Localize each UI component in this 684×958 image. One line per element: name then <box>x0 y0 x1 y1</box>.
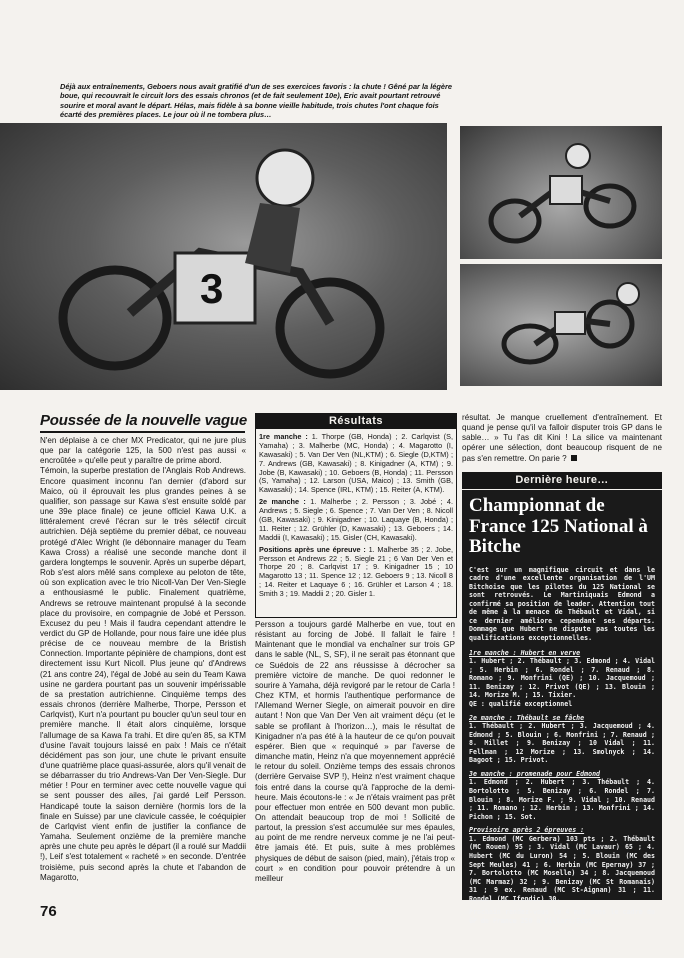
manche-1-results: 1re manche : Hubert en verve 1. Hubert ; 2. Thébault ; 3. Edmond ; 4. Vidal ; 5. Herbin ; 6. Rondel ; 7. Renaud ; 8. Romano ; 9. Monfrini (QE) ; 10. Jacquemoud ; 11. Benizay ; 12. Privot (QE) ; 13. Blouin ; 14. Morize M. ; 15. Tixier. QE : qualifié exceptionnel <box>469 648 655 708</box>
article-column-3 <box>462 413 662 473</box>
derniere-heure-heading: Championnat de France 125 National à Bitche <box>469 495 648 558</box>
article-headline: Poussée de la nouvelle vague <box>40 412 247 429</box>
next-event: Prochain rendez-vous le 4 mai dans le cadre du GP de France 250 à Villars/Ecot. <box>469 908 655 925</box>
manche-3-results: 3e manche : promenade pour Edmond 1. Edmond ; 2. Hubert ; 3. Thébault ; 4. Bortolotto ; 5. Benizay ; 6. Rondel ; 7. Blouin ; 8. Morize F. ; 9. Vidal ; 10. Renaud ; 11. Romano ; 12. Herbin ; 13. Monfrini ; 14. Pichon ; 15. Sot. <box>469 769 655 821</box>
top-right-photo <box>460 126 662 259</box>
manche-2-results: 2e manche : Thébault se fâche 1. Thébault ; 2. Hubert ; 3. Jacquemoud ; 4. Edmond ; 5. Blouin ; 6. Monfrini ; 7. Renaud ; 8. Millet ; 9. Benizay ; 10 Vidal ; 11. Fellman ; 12 Morize ; 13. Smolnyck ; 14. Bagoot ; 15. Privot. <box>469 713 655 765</box>
provisoire-results: Provisoire après 2 épreuves : 1. Edmond (MC Gerbera) 103 pts ; 2. Thébault (MC Rouen) 95 ; 3. Vidal (MC Lavaur) 65 ; 4. Hubert (MC du Luron) 54 ; 5. Blouin (MC des Sept Meules) 41 ; 6. Herbin (MC Epernay) 37 ; 7. Bortolotto (MC Moselle) 34 ; 8. Jacquemoud (MC Marmaz) 32 ; 9. Benizay (MC St Romanais) 31 ; 9 ex. Renaud (MC St-Aignan) 31 ; 11. Rondel (MC Ifendic) 30. <box>469 826 655 903</box>
motocross-rider-icon <box>0 123 447 390</box>
headline-rule <box>40 431 245 433</box>
article-column-1 <box>40 436 246 901</box>
results-positions: Positions après une épreuve : 1. Malherbe 35 ; 2. Jobe, Persson et Andrews 22 ; 5. Siegle 21 ; 6 Van Der Ven et Thorpe 20 ; 8. Carlqvist 17 ; 9. Kinigadner 15 ; 10 Magarotto 13 ; 11. Spence 12 ; 12. Geboers 9 ; 13. Nicoll 8 ; 14. Reiter et Laquaye 6 ; 16. Grühler et Larson 4 ; 18. Smith 3 ; 19. Maddii 2 ; 20. Gisler 1. <box>259 544 453 599</box>
results-manche-2: 2e manche : 1. Malherbe ; 2. Persson ; 3. Jobé ; 4. Andrews ; 5. Siegle ; 6. Spence ; 7. Van Der Ven ; 8. Nicoll (GB, Kawasaki) ; 9. Kinigadner ; 10. Laquaye (B, Honda) ; 11. Reiter ; 12. Grühler (D, Kawasaki) ; 13. Geboers ; 14. Maddii (I, Kawasaki) ; 15. Gisler (CH, Kawasaki). <box>259 497 454 542</box>
end-mark-icon <box>571 455 577 461</box>
photo-caption: Déjà aux entraînements, Geboers nous avait gratifié d'un de ses exercices favoris : la chute ! Gêné par la légère boue, qui recouvrait le circuit lors des essais chronos (et de fait seulement 10e), Eric avait pourtant retrouvé sourire et moral avant le départ. Hélas, mais fidèle à sa bonne vieille habitude, trois chutes l'ont chaque fois écarté des premières places. Le jour où il ne tombera plus… <box>60 82 452 120</box>
derniere-heure-intro: C'est sur un magnifique circuit et dans le cadre d'une excellente organisation de l'UM Bitchoise que les pilotes du 125 National se sont retrouvés. Le Martiniquais Edmond a confirmé sa position de leader. Attention tout de même à la menace de Thébault et Vidal, si ce dernier améliore cependant ses départs. Dommage que Hubert ne dispute pas toutes les qualifications exceptionnelles. <box>469 565 655 643</box>
article-column-2 <box>255 620 455 902</box>
results-box <box>255 413 457 618</box>
article-paragraph: Témoin, la superbe prestation de l'Anglais Rob Andrews. Encore quasiment inconnu l'an dernier (d'abord sur Maico, où il éprouvait les plus grandes peines à se qualifier, son passage sur Kawa s'est ensuite soldé par une 39e place finale) ce jeune officiel Kawa U.K. a littéralement crevé l'écran sur le très sélectif circuit autrichien. Déjà septième du premier débat, ce nouveau protégé d'Alec Wright (le débonnaire manager du Team Kawa Cross) a réalisé une seconde manche dont il gardera longtemps le souvenir. Après un superbe départ, Rob s'est alors mêlé sans complexe au peloton de tête, où son explication avec le trio Nicoll-Van Der Ven-Siegle a enthousiasmé le public. Finalement quatrième, Andrews se retrouve maintenant propulsé à la seconde place du provisoire, en compagnie de Jobé et Persson. Excusez du peu ! Mais il faudra cependant attendre le verdict du GP de Hollande, pour nous faire une idée plus précise de ce nouveau membre de la Bristish Connection. Importante pépinière de champions, dont est directement issu Kurt Nicoll. Plus jeune qu' d'Andrews (21 ans contre 24), l'égal de Jobé au sein du Team Kawa usine ne gardera pourtant pas un souvenir impérissable de sa prestation autrichienne. Cinquième temps des essais chronos (derrière Malherbe, Thorpe, Persson et Carlqvist), Kurt n'a pourtant pu boucler qu'un seul tour en première manche. Il était alors cinquième, lorsque l'allumage de sa Kawa l'a trahi. Et dire qu'en 85, sa KTM d'usine l'avait toujours laissé en paix ! Mais ce n'était décidément pas son jour, une chute le privant ensuite d'une quatrième place quasi-assurée, alors qu'il venait de se débarrasser du trio Andrews-Van Der Ven-Siegle. Dur métier ! Pour en terminer avec cette nouvelle vague qui se sent pousser des ailes, j'ai gardé Leif Persson. Handicapé toute la saison dernière (hormis lors de la finale en Suisse) par une clavicule cassée, le coéquipier de Carlqvist vient enfin de justifier la confiance de Yamaha. Seulement onzième de la première manche après une chute peu après le départ (il a roulé sur Maddii !), Leif s'est totalement « racheté » en seconde. D'entrée troisième, puis second après la chute et l'abandon de Magarotto, <box>40 466 247 882</box>
main-photo <box>0 123 447 390</box>
bottom-right-photo <box>460 264 662 386</box>
rider-jump-icon <box>460 126 662 259</box>
page-number: 76 <box>40 903 57 920</box>
rider-fall-icon <box>460 264 662 386</box>
article-paragraph: Persson a toujours gardé Malherbe en vue, tout en résistant au forcing de Jobé. Il fallait le faire ! Maintenant que le mondial va enchaîner sur trois GP dans le sable (NL, S, SF), il ne serait pas étonnant que ce Suédois de 22 ans réussisse à décrocher sa première victoire de manche. De quoi redonner le sourire à Yamaha, déjà revigoré par le retour de Carla ! Chez KTM, et hormis l'authentique performance de l'Allemand Werner Siegle, on aimerait pouvoir en dire autant ! Non que Van Der Ven ait vraiment déçu (et le sable se profilant à l'horizon…), mais le résultat de Kinigadner n'a pas été à la hauteur de ce qu'on pouvait espérer. Bien que « requinqué » par l'averse de dimanche matin, Heinz n'a que moyennement apprécié le retour du soleil. Onzième temps des essais chronos (derrière Gervaise SVP !), Heinz n'est vraiment chaque fois entré dans la course qu'à l'approche de la demi-heure. Mais écoutons-le : « Je n'étais vraiment pas prêt pour effectuer mon entrée en 500 devant mon public. On attendait beaucoup trop de moi ! Sollicité de partout, la pression s'est accumulée sur mes épaules, au point de me rendre nerveux comme je ne l'ai peut-être jamais été. Et puis, suite à mes problèmes physiques de début de saison (pied, main), j'étais trop « court » en condition pour pouvoir prétendre à un meilleur <box>255 620 455 883</box>
derniere-heure-box <box>462 490 662 925</box>
results-manche-1: 1re manche : 1. Thorpe (GB, Honda) ; 2. Carlqvist (S, Yamaha) ; 3. Malherbe (MC, Honda) ; 4. Magarotto (I, Kawasaki) ; 5. Van Der Ven (NL,KTM) ; 6. Siegle (D,KTM) ; 7. Andrews (GB, Kawasaki) ; 8. Kinigadner (A, KTM) ; 9. Jobe (B, Kawasaki) ; 10. Geboers (B, Honda) ; 11. Persson (S, Yamaha) ; 12. Larson (USA, Maico) ; 13. Smith (GB, Kawasaki) ; 14. Spence (IRL, KTM) ; 15. Reiter (A, KTM). <box>259 432 453 495</box>
article-paragraph: résultat. Je manque cruellement d'entraînement. Et quand je pense qu'il va falloir disputer trois GP dans le sable… » Tu l'as dit Kini ! La silice va maintenant opérer une sélection, dont beaucoup risquent de ne pas s'en remettre. On parie ? <box>462 413 662 463</box>
derniere-heure-bar: Dernière heure… <box>462 472 662 489</box>
article-paragraph: N'en déplaise à ce cher MX Predicator, qui ne jure plus que par la catégorie 125, la 500 n'est pas aussi « encroûtée » qu'elle peut y paraître de prime abord. <box>40 436 246 466</box>
results-title: Résultats <box>256 414 456 429</box>
svg-text:3: 3 <box>200 265 224 312</box>
